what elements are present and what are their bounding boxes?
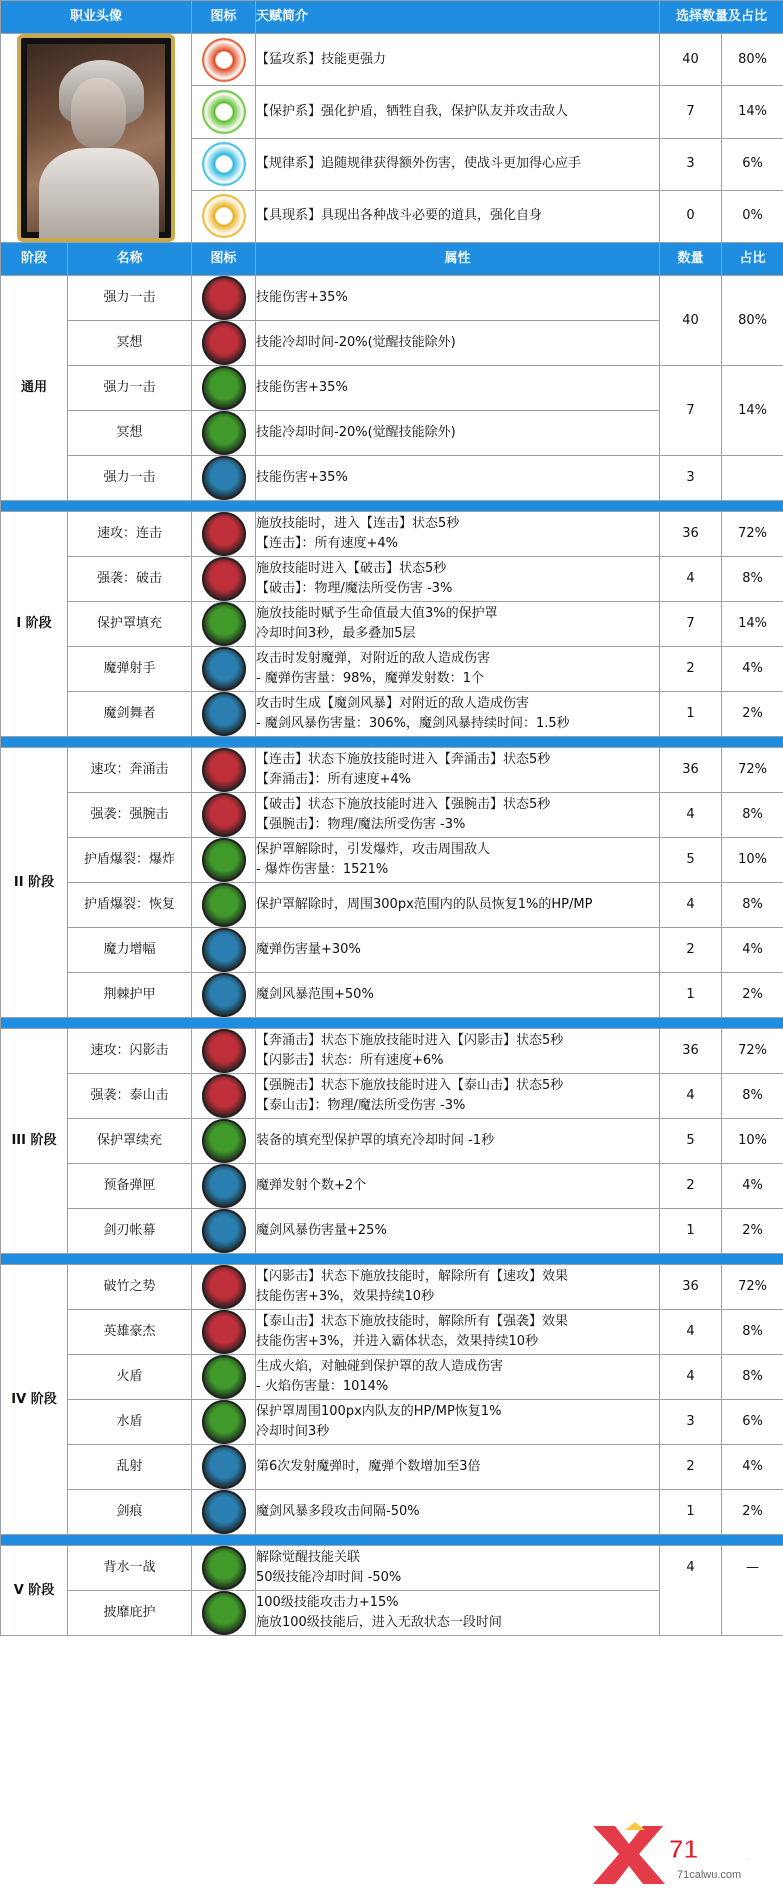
talent-attribute: 【强腕击】状态下施放技能时进入【泰山击】状态5秒 【泰山击】：物理/魔法所受伤害 -3%	[256, 1074, 660, 1119]
talent-row	[1, 276, 783, 321]
talent-percent: 10%	[722, 1119, 783, 1164]
talent-count: 4	[660, 1355, 722, 1400]
talent-count: 40	[660, 276, 722, 366]
talent-icon-cell	[192, 1546, 256, 1591]
talent-percent: 2%	[722, 1209, 783, 1254]
talent-percent: 14%	[722, 366, 783, 456]
talent-count: 4	[660, 557, 722, 602]
talent-name: 魔剑舞者	[68, 692, 192, 737]
section-divider	[1, 1535, 783, 1546]
system-icon-cell	[192, 190, 256, 242]
talent-percent: 80%	[722, 276, 783, 366]
talent-icon	[202, 1310, 246, 1354]
talent-row	[1, 557, 783, 602]
talent-attribute: 攻击时发射魔弹，对附近的敌人造成伤害 - 魔弹伤害量：98%，魔弹发射数：1个	[256, 647, 660, 692]
talent-attribute: 施放技能时，进入【连击】状态5秒 【连击】：所有速度+4%	[256, 512, 660, 557]
talent-icon	[202, 1445, 246, 1489]
talent-attribute: 保护罩解除时，周围300px范围内的队员恢复1%的HP/MP	[256, 883, 660, 928]
talent-percent: 8%	[722, 1074, 783, 1119]
talent-count: 36	[660, 1029, 722, 1074]
talent-name: 保护罩填充	[68, 602, 192, 647]
talent-percent: 10%	[722, 838, 783, 883]
talent-icon-cell	[192, 883, 256, 928]
talent-icon	[202, 321, 246, 365]
talent-icon-cell	[192, 366, 256, 411]
talent-icon	[202, 602, 246, 646]
talent-attribute: 魔弹伤害量+30%	[256, 928, 660, 973]
talent-percent: 8%	[722, 883, 783, 928]
talent-attribute: 技能伤害+35%	[256, 456, 660, 501]
talent-attribute: 魔弹发射个数+2个	[256, 1164, 660, 1209]
site-watermark-logo	[585, 1814, 780, 1889]
talent-icon-cell	[192, 276, 256, 321]
talent-icon	[202, 557, 246, 601]
talent-icon-cell	[192, 1209, 256, 1254]
talent-attribute: 解除觉醒技能关联 50级技能冷却时间 -50%	[256, 1546, 660, 1591]
stage-label: I 阶段	[1, 512, 68, 737]
talent-attribute: 技能冷却时间-20%(觉醒技能除外)	[256, 411, 660, 456]
system-percent: 0%	[722, 190, 783, 242]
system-icon-cell	[192, 138, 256, 190]
talent-attribute: 装备的填充型保护罩的填充冷却时间 -1秒	[256, 1119, 660, 1164]
talent-icon-cell	[192, 1119, 256, 1164]
talent-icon	[202, 647, 246, 691]
talent-row	[1, 512, 783, 557]
talent-icon	[202, 1029, 246, 1073]
talent-name: 速攻：奔涌击	[68, 748, 192, 793]
talent-percent: 72%	[722, 748, 783, 793]
header-attribute: 属性	[256, 243, 660, 276]
talent-icon-cell	[192, 1355, 256, 1400]
talent-name: 魔弹射手	[68, 647, 192, 692]
system-icon-cell	[192, 34, 256, 86]
talent-name: 护盾爆裂：爆炸	[68, 838, 192, 883]
talent-row	[1, 1546, 783, 1591]
talent-icon	[202, 1074, 246, 1118]
system-count: 40	[660, 34, 722, 86]
talent-attribute: 技能伤害+35%	[256, 366, 660, 411]
talent-attribute: 技能伤害+35%	[256, 276, 660, 321]
system-description: 【规律系】追随规律获得额外伤害，使战斗更加得心应手	[256, 138, 660, 190]
system-count: 3	[660, 138, 722, 190]
watermark-text: 71游戏网	[669, 1834, 776, 1864]
talent-icon	[202, 692, 246, 736]
talent-icon-cell	[192, 973, 256, 1018]
talent-icon	[202, 366, 246, 410]
portrait-cell	[1, 34, 192, 243]
talent-row	[1, 1400, 783, 1445]
talent-icon-cell	[192, 692, 256, 737]
talent-icon	[202, 1164, 246, 1208]
talent-icon-cell	[192, 602, 256, 647]
talent-row	[1, 748, 783, 793]
talent-attribute: 保护罩周围100px内队友的HP/MP恢复1% 冷却时间3秒	[256, 1400, 660, 1445]
talent-name: 强力一击	[68, 366, 192, 411]
system-count: 7	[660, 86, 722, 138]
talent-row	[1, 366, 783, 411]
yellow-flame-icon	[202, 194, 246, 238]
talent-percent: 14%	[722, 602, 783, 647]
talent-icon-cell	[192, 838, 256, 883]
talent-row	[1, 928, 783, 973]
talent-icon	[202, 928, 246, 972]
talent-percent: 8%	[722, 557, 783, 602]
talent-attribute: 魔剑风暴伤害量+25%	[256, 1209, 660, 1254]
talent-row	[1, 647, 783, 692]
system-description: 【猛攻系】技能更强力	[256, 34, 660, 86]
header-intro: 天赋简介	[256, 1, 660, 34]
talent-icon	[202, 1265, 246, 1309]
talent-count: 2	[660, 928, 722, 973]
talent-percent: 2%	[722, 1490, 783, 1535]
talent-percent: —	[722, 1546, 783, 1636]
talent-icon-cell	[192, 1310, 256, 1355]
talent-percent: 4%	[722, 1164, 783, 1209]
system-row	[1, 34, 783, 86]
talent-icon	[202, 1400, 246, 1444]
talent-name: 魔力增幅	[68, 928, 192, 973]
talent-row	[1, 883, 783, 928]
system-percent: 14%	[722, 86, 783, 138]
talent-name: 强袭：强腕击	[68, 793, 192, 838]
header-name: 名称	[68, 243, 192, 276]
talent-attribute: 施放技能时进入【破击】状态5秒 【破击】：物理/魔法所受伤害 -3%	[256, 557, 660, 602]
talent-attribute: 魔剑风暴多段攻击间隔-50%	[256, 1490, 660, 1535]
talent-percent: 72%	[722, 1265, 783, 1310]
talent-icon-cell	[192, 456, 256, 501]
talent-icon-cell	[192, 1445, 256, 1490]
talent-count: 7	[660, 602, 722, 647]
system-percent: 6%	[722, 138, 783, 190]
talent-name: 冥想	[68, 411, 192, 456]
talent-icon	[202, 1119, 246, 1163]
talent-count: 1	[660, 1490, 722, 1535]
talent-count: 36	[660, 748, 722, 793]
talent-row	[1, 1490, 783, 1535]
stage-label: 通用	[1, 276, 68, 501]
talent-name: 背水一战	[68, 1546, 192, 1591]
talent-attribute: 【泰山击】状态下施放技能时，解除所有【强袭】效果 技能伤害+3%，并进入霸体状态，效果持续10秒	[256, 1310, 660, 1355]
talent-icon	[202, 793, 246, 837]
talent-name: 剑痕	[68, 1490, 192, 1535]
talent-attribute: 攻击时生成【魔剑风暴】对附近的敌人造成伤害 - 魔剑风暴伤害量：306%，魔剑风暴持续时间：1.5秒	[256, 692, 660, 737]
section-divider	[1, 501, 783, 512]
talent-percent: 2%	[722, 973, 783, 1018]
talent-count: 2	[660, 1164, 722, 1209]
talent-count: 36	[660, 1265, 722, 1310]
talent-count: 4	[660, 1310, 722, 1355]
header-row-talents	[1, 243, 783, 276]
talent-name: 护盾爆裂：恢复	[68, 883, 192, 928]
talent-icon-cell	[192, 1074, 256, 1119]
talent-count: 4	[660, 1546, 722, 1636]
talent-count: 4	[660, 793, 722, 838]
talent-icon	[202, 1546, 246, 1590]
header-choice: 选择数量及占比	[660, 1, 783, 34]
talent-icon-cell	[192, 1164, 256, 1209]
talent-attribute: 【破击】状态下施放技能时进入【强腕击】状态5秒 【强腕击】：物理/魔法所受伤害 -3%	[256, 793, 660, 838]
talent-attribute: 技能冷却时间-20%(觉醒技能除外)	[256, 321, 660, 366]
talent-percent: 72%	[722, 512, 783, 557]
stage-label: III 阶段	[1, 1029, 68, 1254]
talent-icon-cell	[192, 1265, 256, 1310]
talent-name: 英雄豪杰	[68, 1310, 192, 1355]
talent-count: 4	[660, 883, 722, 928]
talent-icon	[202, 883, 246, 927]
talent-icon	[202, 1591, 246, 1635]
talent-percent: 8%	[722, 1310, 783, 1355]
talent-icon-cell	[192, 411, 256, 456]
talent-row	[1, 692, 783, 737]
cyan-gear-icon	[202, 142, 246, 186]
talent-percent: 4%	[722, 1445, 783, 1490]
talent-attribute: 生成火焰，对触碰到保护罩的敌人造成伤害 - 火焰伤害量：1014%	[256, 1355, 660, 1400]
talent-icon-cell	[192, 557, 256, 602]
header-count: 数量	[660, 243, 722, 276]
class-portrait	[17, 34, 175, 242]
talent-percent: 6%	[722, 1400, 783, 1445]
talent-name: 保护罩续充	[68, 1119, 192, 1164]
talent-name: 强力一击	[68, 276, 192, 321]
talent-name: 荆棘护甲	[68, 973, 192, 1018]
talent-name: 速攻：闪影击	[68, 1029, 192, 1074]
talent-name: 冥想	[68, 321, 192, 366]
talent-attribute: 保护罩解除时，引发爆炸，攻击周围敌人 - 爆炸伤害量：1521%	[256, 838, 660, 883]
talent-icon	[202, 748, 246, 792]
stage-label: V 阶段	[1, 1546, 68, 1636]
talent-name: 强袭：破击	[68, 557, 192, 602]
system-icon-cell	[192, 86, 256, 138]
green-leaf-icon	[202, 90, 246, 134]
talent-count: 36	[660, 512, 722, 557]
talent-row	[1, 1355, 783, 1400]
talent-percent: 8%	[722, 1355, 783, 1400]
talent-percent: 4%	[722, 647, 783, 692]
talent-icon-cell	[192, 512, 256, 557]
talent-count: 7	[660, 366, 722, 456]
talent-icon	[202, 411, 246, 455]
talent-attribute: 施放技能时赋予生命值最大值3%的保护罩 冷却时间3秒，最多叠加5层	[256, 602, 660, 647]
talent-attribute: 【闪影击】状态下施放技能时，解除所有【速攻】效果 技能伤害+3%，效果持续10秒	[256, 1265, 660, 1310]
talent-count: 1	[660, 692, 722, 737]
talent-name: 披靡庇护	[68, 1591, 192, 1636]
system-description: 【具现系】具现出各种战斗必要的道具，强化自身	[256, 190, 660, 242]
system-count: 0	[660, 190, 722, 242]
header-icon: 图标	[192, 1, 256, 34]
talent-row	[1, 1265, 783, 1310]
talent-row	[1, 1310, 783, 1355]
header-row-systems	[1, 1, 783, 34]
talent-icon	[202, 973, 246, 1017]
watermark-subtext: 71calwu.com	[677, 1869, 742, 1881]
talent-percent: 2%	[722, 692, 783, 737]
talent-icon	[202, 276, 246, 320]
talent-icon	[202, 456, 246, 500]
talent-percent: 8%	[722, 793, 783, 838]
header-icon: 图标	[192, 243, 256, 276]
talent-name: 预备弹匣	[68, 1164, 192, 1209]
talent-icon-cell	[192, 793, 256, 838]
stage-label: IV 阶段	[1, 1265, 68, 1535]
talent-row	[1, 793, 783, 838]
talent-icon-cell	[192, 928, 256, 973]
talent-count: 3	[660, 1400, 722, 1445]
system-description: 【保护系】强化护盾，牺牲自我，保护队友并攻击敌人	[256, 86, 660, 138]
talent-icon-cell	[192, 1400, 256, 1445]
talent-count: 4	[660, 1074, 722, 1119]
section-divider	[1, 1254, 783, 1265]
stage-label: II 阶段	[1, 748, 68, 1018]
talent-percent: 72%	[722, 1029, 783, 1074]
talent-attribute: 第6次发射魔弹时，魔弹个数增加至3倍	[256, 1445, 660, 1490]
talent-icon	[202, 1490, 246, 1534]
section-divider	[1, 1018, 783, 1029]
talent-attribute: 100级技能攻击力+15% 施放100级技能后，进入无敌状态一段时间	[256, 1591, 660, 1636]
talent-name: 强袭：泰山击	[68, 1074, 192, 1119]
talent-name: 强力一击	[68, 456, 192, 501]
talent-attribute: 【连击】状态下施放技能时进入【奔涌击】状态5秒 【奔涌击】：所有速度+4%	[256, 748, 660, 793]
talent-icon-cell	[192, 321, 256, 366]
talent-icon-cell	[192, 647, 256, 692]
talent-percent	[722, 456, 783, 501]
section-divider	[1, 737, 783, 748]
talent-count: 2	[660, 647, 722, 692]
talent-row	[1, 602, 783, 647]
system-percent: 80%	[722, 34, 783, 86]
talent-row	[1, 1209, 783, 1254]
talent-row	[1, 1164, 783, 1209]
header-portrait: 职业头像	[1, 1, 192, 34]
talent-icon	[202, 1355, 246, 1399]
talent-icon	[202, 1209, 246, 1253]
talent-icon-cell	[192, 748, 256, 793]
talent-name: 乱射	[68, 1445, 192, 1490]
talent-icon	[202, 838, 246, 882]
talent-count: 5	[660, 1119, 722, 1164]
talent-name: 破竹之势	[68, 1265, 192, 1310]
talent-count: 3	[660, 456, 722, 501]
talent-count: 1	[660, 1209, 722, 1254]
talent-name: 水盾	[68, 1400, 192, 1445]
talent-name: 火盾	[68, 1355, 192, 1400]
talent-row	[1, 973, 783, 1018]
talent-row	[1, 838, 783, 883]
talent-row	[1, 1445, 783, 1490]
talent-count: 1	[660, 973, 722, 1018]
talent-icon	[202, 512, 246, 556]
talent-name: 剑刃帐幕	[68, 1209, 192, 1254]
header-ratio: 占比	[722, 243, 783, 276]
talent-row	[1, 1029, 783, 1074]
talent-icon-cell	[192, 1029, 256, 1074]
talent-count: 2	[660, 1445, 722, 1490]
talent-percent: 4%	[722, 928, 783, 973]
red-burst-icon	[202, 38, 246, 82]
talent-attribute: 魔剑风暴范围+50%	[256, 973, 660, 1018]
header-stage: 阶段	[1, 243, 68, 276]
talent-row	[1, 456, 783, 501]
talent-attribute: 【奔涌击】状态下施放技能时进入【闪影击】状态5秒 【闪影击】状态：所有速度+6%	[256, 1029, 660, 1074]
talent-row	[1, 1119, 783, 1164]
talent-row	[1, 1074, 783, 1119]
talent-icon-cell	[192, 1591, 256, 1636]
talent-name: 速攻：连击	[68, 512, 192, 557]
talent-count: 5	[660, 838, 722, 883]
talent-icon-cell	[192, 1490, 256, 1535]
